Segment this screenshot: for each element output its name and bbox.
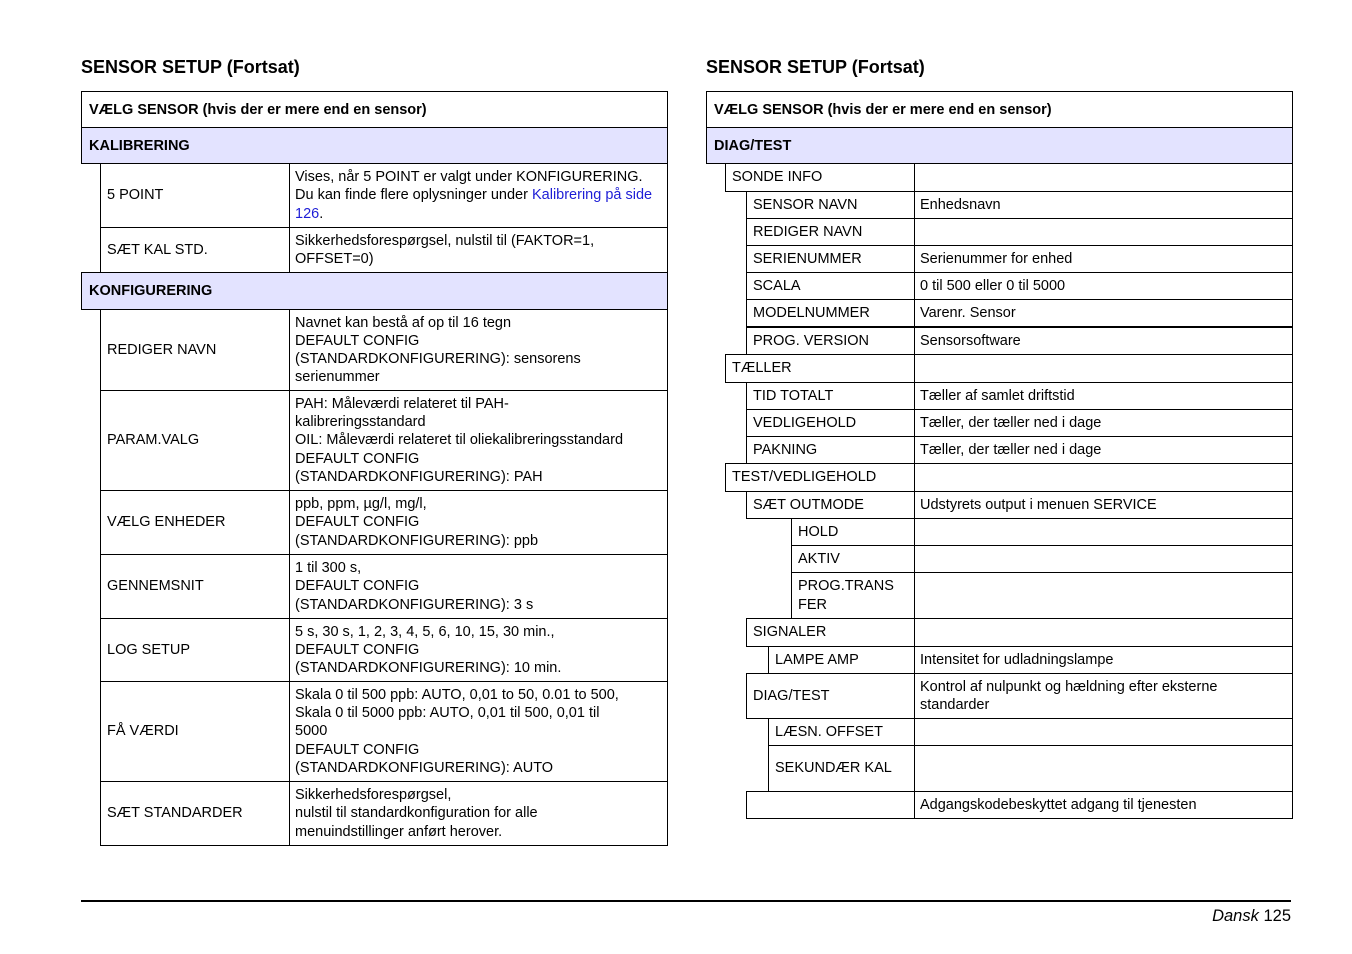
diag-row-desc: Serienummer for enhed <box>914 245 1293 273</box>
diag-row-desc: Varenr. Sensor <box>914 299 1293 327</box>
konf-desc-line: Sikkerhedsforespørgsel, <box>295 787 452 804</box>
footer-page-number: 125 <box>1263 907 1291 925</box>
diag-row-name: VEDLIGEHOLD <box>746 409 915 437</box>
kal-row-desc: Sikkerhedsforespørgsel, nulstil til (FAKTOR=1, OFFSET=0) <box>289 227 668 273</box>
footer <box>1212 907 1291 926</box>
diag-row-desc: Udstyrets output i menuen SERVICE <box>914 491 1293 519</box>
konf-row-name: SÆT STANDARDER <box>100 781 290 846</box>
konf-desc-line: PAH: Måleværdi relateret til PAH- <box>295 395 509 412</box>
kalibrering-header: KALIBRERING <box>81 127 668 164</box>
kal-row-desc-text <box>295 168 661 223</box>
konf-desc-line: (STANDARDKONFIGURERING): 10 min. <box>295 660 562 677</box>
diag-row-desc <box>914 163 1293 192</box>
konf-desc-line: 1 til 300 s, <box>295 560 362 577</box>
konf-row-desc <box>289 390 668 491</box>
konf-row-name: FÅ VÆRDI <box>100 681 290 782</box>
diag-row-name: PROG.TRANS FER <box>791 572 915 619</box>
konf-desc-line: 5000 <box>295 723 328 740</box>
konf-desc-line: (STANDARDKONFIGURERING): AUTO <box>295 759 554 776</box>
diag-row-name: LÆSN. OFFSET <box>768 718 915 746</box>
diag-row-desc <box>914 218 1293 246</box>
konf-row-name: REDIGER NAVN <box>100 309 290 391</box>
konf-row-desc-lines <box>295 314 581 387</box>
konf-desc-line: DEFAULT CONFIG <box>295 332 420 349</box>
konf-desc-line: Skala 0 til 500 ppb: AUTO, 0,01 to 50, 0.01 to 500, <box>295 686 619 703</box>
diag-row-name <box>746 791 915 819</box>
konf-desc-line: (STANDARDKONFIGURERING): sensorens <box>295 351 581 367</box>
konf-row-desc <box>289 309 668 391</box>
konf-row-desc-lines <box>295 623 561 678</box>
konf-row-name: GENNEMSNIT <box>100 554 290 619</box>
konf-row-name: VÆLG ENHEDER <box>100 490 290 555</box>
diag-row-name: SERIENUMMER <box>746 245 915 273</box>
diag-row-name: LAMPE AMP <box>768 646 915 674</box>
diag-row-name: PAKNING <box>746 436 915 464</box>
diag-row-desc: Adgangskodebeskyttet adgang til tjenesten <box>914 791 1293 819</box>
konf-row-desc-lines <box>295 395 623 486</box>
diag-row-name: SÆT OUTMODE <box>746 491 915 519</box>
diag-row-name: TÆLLER <box>725 354 915 383</box>
diag-row-name: REDIGER NAVN <box>746 218 915 246</box>
diag-row-desc: Intensitet for udladningslampe <box>914 646 1293 674</box>
konf-desc-line: DEFAULT CONFIG <box>295 578 420 595</box>
diag-row-name: SCALA <box>746 272 915 300</box>
diag-row-name: AKTIV <box>791 545 915 573</box>
diag-row-name: DIAG/TEST <box>746 673 915 719</box>
konf-desc-line: OIL: Måleværdi relateret til oliekalibreringsstandard <box>295 432 624 449</box>
diag-row-name: PROG. VERSION <box>746 327 915 355</box>
diag-row-desc <box>914 745 1293 792</box>
calibration-link[interactable]: Kalibrering på side 126 <box>295 187 653 222</box>
diag-row-desc: Tæller, der tæller ned i dage <box>914 436 1293 464</box>
konf-desc-line: DEFAULT CONFIG <box>295 450 420 467</box>
kal-row-name: 5 POINT <box>100 163 290 228</box>
diag-row-name: HOLD <box>791 518 915 546</box>
konf-desc-line: nulstil til standardkonfiguration for alle <box>295 805 538 822</box>
diag-row-name: SENSOR NAVN <box>746 191 915 219</box>
kal-desc-end: . <box>319 205 324 222</box>
konf-desc-line: DEFAULT CONFIG <box>295 741 420 758</box>
konf-desc-line: (STANDARDKONFIGURERING): PAH <box>295 468 543 485</box>
diag-row-name: TID TOTALT <box>746 382 915 410</box>
konfigurering-header: KONFIGURERING <box>81 272 668 310</box>
konf-row-name: LOG SETUP <box>100 618 290 682</box>
diag-row-name: TEST/VEDLIGEHOLD <box>725 463 915 492</box>
konf-desc-line: 5 s, 30 s, 1, 2, 3, 4, 5, 6, 10, 15, 30 min., <box>295 623 555 640</box>
diag-row-desc <box>914 545 1293 573</box>
konf-desc-line: serienummer <box>295 369 380 386</box>
kal-row-desc <box>289 163 668 228</box>
diag-row-desc <box>914 572 1293 619</box>
left-section-title: SENSOR SETUP (Fortsat) <box>81 57 300 77</box>
diag-row-name: SONDE INFO <box>725 163 915 192</box>
konf-row-desc <box>289 618 668 682</box>
footer-language: Dansk <box>1212 907 1259 925</box>
diag-row-name: SEKUNDÆR KAL <box>768 745 915 792</box>
konf-desc-line: DEFAULT CONFIG <box>295 514 420 531</box>
right-select-sensor-header: VÆLG SENSOR (hvis der er mere end en sensor) <box>706 91 1293 128</box>
konf-row-desc-lines <box>295 559 533 614</box>
diag-row-desc: Tæller, der tæller ned i dage <box>914 409 1293 437</box>
konf-row-desc <box>289 781 668 846</box>
kal-desc-text: Vises, når 5 POINT er valgt under KONFIGURERING. Du kan finde flere oplysninger under <box>295 169 643 204</box>
konf-desc-line: menuindstillinger anført herover. <box>295 823 503 840</box>
konf-row-desc-lines <box>295 786 538 841</box>
konf-row-desc <box>289 681 668 782</box>
diag-row-desc <box>914 354 1293 383</box>
konf-row-name: PARAM.VALG <box>100 390 290 491</box>
diag-row-name: MODELNUMMER <box>746 299 915 327</box>
diag-row-desc: Enhedsnavn <box>914 191 1293 219</box>
konf-desc-line: Navnet kan bestå af op til 16 tegn <box>295 314 512 331</box>
konf-desc-line: kalibreringsstandard <box>295 414 426 431</box>
konf-desc-line: Skala 0 til 5000 ppb: AUTO, 0,01 til 500, 0,01 til <box>295 705 600 722</box>
konf-desc-line: DEFAULT CONFIG <box>295 641 420 658</box>
footer-rule <box>81 900 1291 902</box>
konf-row-desc <box>289 490 668 555</box>
konf-desc-line: (STANDARDKONFIGURERING): ppb <box>295 532 539 549</box>
konf-desc-line: (STANDARDKONFIGURERING): 3 s <box>295 596 534 613</box>
right-section-title: SENSOR SETUP (Fortsat) <box>706 57 925 77</box>
konf-row-desc <box>289 554 668 619</box>
diag-row-desc: 0 til 500 eller 0 til 5000 <box>914 272 1293 300</box>
kal-row-name: SÆT KAL STD. <box>100 227 290 273</box>
diag-row-desc: Tæller af samlet driftstid <box>914 382 1293 410</box>
konf-row-desc-lines <box>295 495 538 550</box>
diag-test-header: DIAG/TEST <box>706 127 1293 164</box>
diag-row-name: SIGNALER <box>746 618 915 647</box>
diag-row-desc <box>914 463 1293 492</box>
diag-row-desc <box>914 618 1293 647</box>
diag-row-desc: Kontrol af nulpunkt og hældning efter eksterne standarder <box>914 673 1293 719</box>
left-select-sensor-header: VÆLG SENSOR (hvis der er mere end en sensor) <box>81 91 668 128</box>
diag-row-desc <box>914 518 1293 546</box>
diag-row-desc <box>914 718 1293 746</box>
konf-row-desc-lines <box>295 686 619 777</box>
konf-desc-line: ppb, ppm, µg/l, mg/l, <box>295 496 427 513</box>
diag-row-desc: Sensorsoftware <box>914 327 1293 355</box>
